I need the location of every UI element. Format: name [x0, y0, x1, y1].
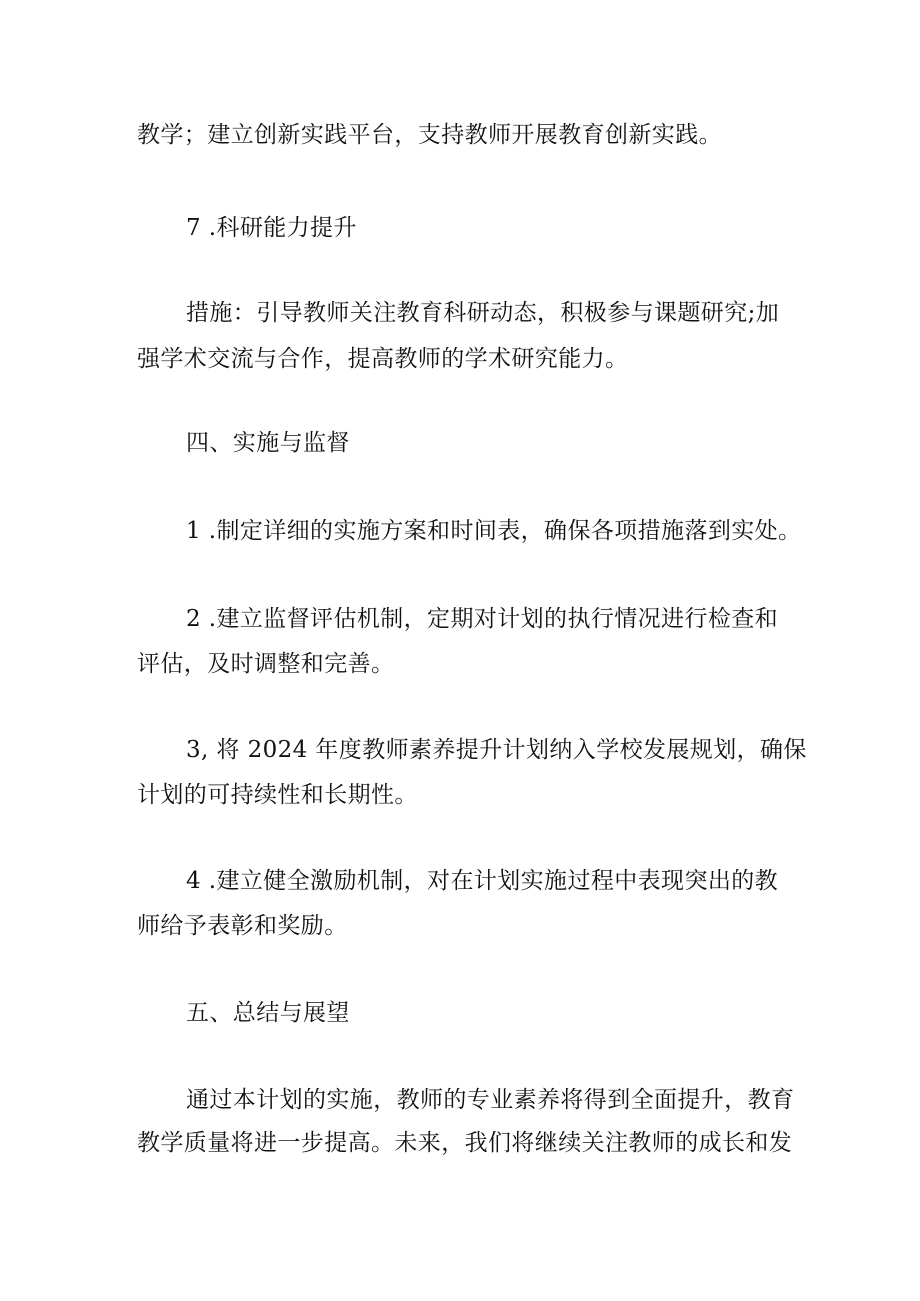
paragraph-line: 评估，及时调整和完善。: [137, 651, 395, 677]
list-item-2: 2 .建立监督评估机制，定期对计划的执行情况进行检查和: [186, 606, 779, 632]
paragraph-line: 教学；建立创新实践平台，支持教师开展教育创新实践。: [137, 122, 722, 148]
paragraph-line: 强学术交流与合作，提高教师的学术研究能力。: [137, 346, 629, 372]
paragraph-line: 教学质量将进一步提高。未来，我们将继续关注教师的成长和发: [137, 1130, 793, 1156]
section-heading-5: 五、总结与展望: [186, 1000, 350, 1026]
paragraph-line: 师给予表彰和奖励。: [137, 913, 348, 939]
paragraph-line: 计划的可持续性和长期性。: [137, 782, 418, 808]
paragraph-line: 措施：引导教师关注教育科研动态，积极参与课题研究;加: [186, 300, 780, 326]
paragraph-line: 通过本计划的实施，教师的专业素养将得到全面提升，教育: [186, 1087, 795, 1113]
list-item-3: 3, 将 2024 年度教师素养提升计划纳入学校发展规划，确保: [186, 737, 807, 763]
section-heading-7: 7 .科研能力提升: [186, 215, 357, 241]
section-heading-4: 四、实施与监督: [186, 430, 350, 456]
list-item-1: 1 .制定详细的实施方案和时间表，确保各项措施落到实处。: [186, 518, 802, 544]
list-item-4: 4 .建立健全激励机制，对在计划实施过程中表现突出的教: [186, 868, 779, 894]
